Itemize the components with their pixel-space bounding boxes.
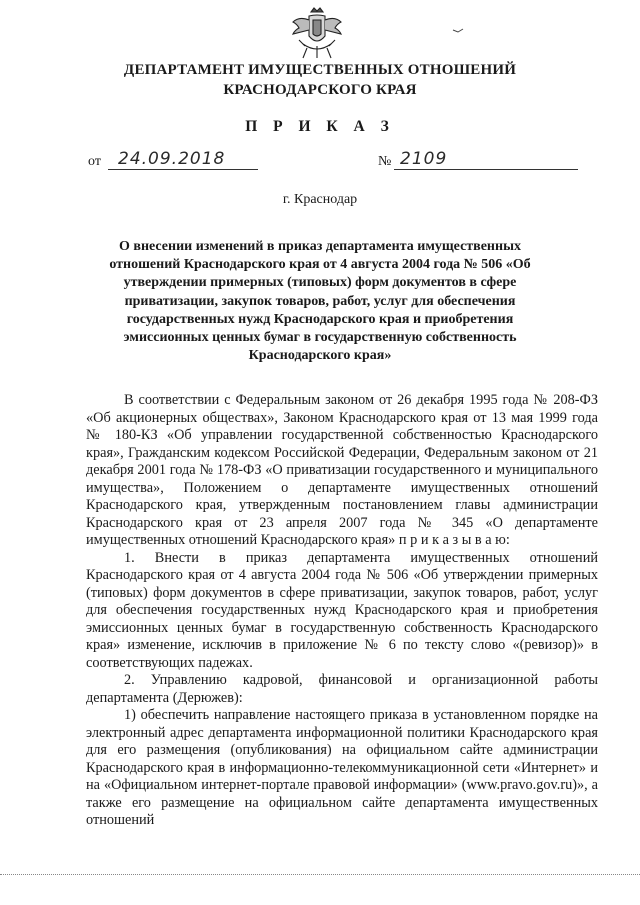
org-name-line2: КРАСНОДАРСКОГО КРАЯ <box>223 82 417 98</box>
coat-of-arms-emblem <box>289 6 345 60</box>
document-type: П Р И К А З <box>245 118 395 135</box>
date-value: 24.09.2018 <box>118 149 226 169</box>
paragraph-item-1: 1. Внести в приказ департамента имущественных отношений Краснодарского края от 4 августа 2004 года № 506 «Об утверждении примерных (типовых) форм документов в сфере приватизации, закупок товаров, работ, услуг для обеспечения государственных нужд Краснодарского края и приобретения эмиссионных ценных бумаг в государственную собственность Краснодарского края» изменение, исключив в приложение № 6 по тексту слово «(ревизор)» в соответствующих падежах. <box>86 549 598 671</box>
org-name-line1: ДЕПАРТАМЕНТ ИМУЩЕСТВЕННЫХ ОТНОШЕНИЙ <box>123 62 517 78</box>
scan-mark <box>452 28 464 34</box>
paragraph-subitem-1: 1) обеспечить направление настоящего приказа в установленном порядке на электронный адрес департамента информационной политики Краснодарского края для его размещения (опубликования) на официальном сайте администрации Краснодарского края в информационно-телекоммуникационной сети «Интернет» и на «Официальном интернет-портале правовой информации» (www.pravo.gov.ru)», а также его размещение на официальном сайте департамента имущественных отношений <box>86 707 598 828</box>
date-underline <box>108 169 258 170</box>
paragraph-preamble: В соответствии с Федеральным законом от 26 декабря 1995 года № 208-ФЗ «Об акционерных обществах», Законом Краснодарского края от 13 мая 1999 года № 180-КЗ «Об управлении государственной собственностью Краснодарского края», Гражданским кодексом Российской Федерации, Федеральным законом от 21 декабря 2001 года № 178-ФЗ «О приватизации государственного и муниципального имущества», Положением о департаменте имущественных отношений Краснодарского края, утвержденным постановлением главы администрации Краснодарского края от 23 апреля 2007 года № 345 «О департаменте имущественных отношений Краснодарского края» п р и к а з ы в а ю: <box>86 392 598 548</box>
paragraph-item-2: 2. Управлению кадровой, финансовой и организационной работы департамента (Дерюжев): <box>86 672 598 706</box>
document-body <box>86 392 598 830</box>
date-number-row <box>88 148 578 172</box>
number-underline <box>394 169 578 170</box>
page-bottom-rule <box>0 874 640 875</box>
document-title: О внесении изменений в приказ департамента имущественных отношений Краснодарского края от 4 августа 2004 года № 506 «Об утверждении примерных (типовых) форм документов в сфере приватизации, закупок товаров, работ, услуг для обеспечения государственных нужд Краснодарского края и приобретения эмиссионных ценных бумаг в государственную собственность Краснодарского края» <box>109 239 531 364</box>
number-value: 2109 <box>400 149 448 169</box>
number-prefix: № <box>378 154 392 169</box>
city: г. Краснодар <box>282 192 358 207</box>
date-prefix: от <box>88 154 101 169</box>
